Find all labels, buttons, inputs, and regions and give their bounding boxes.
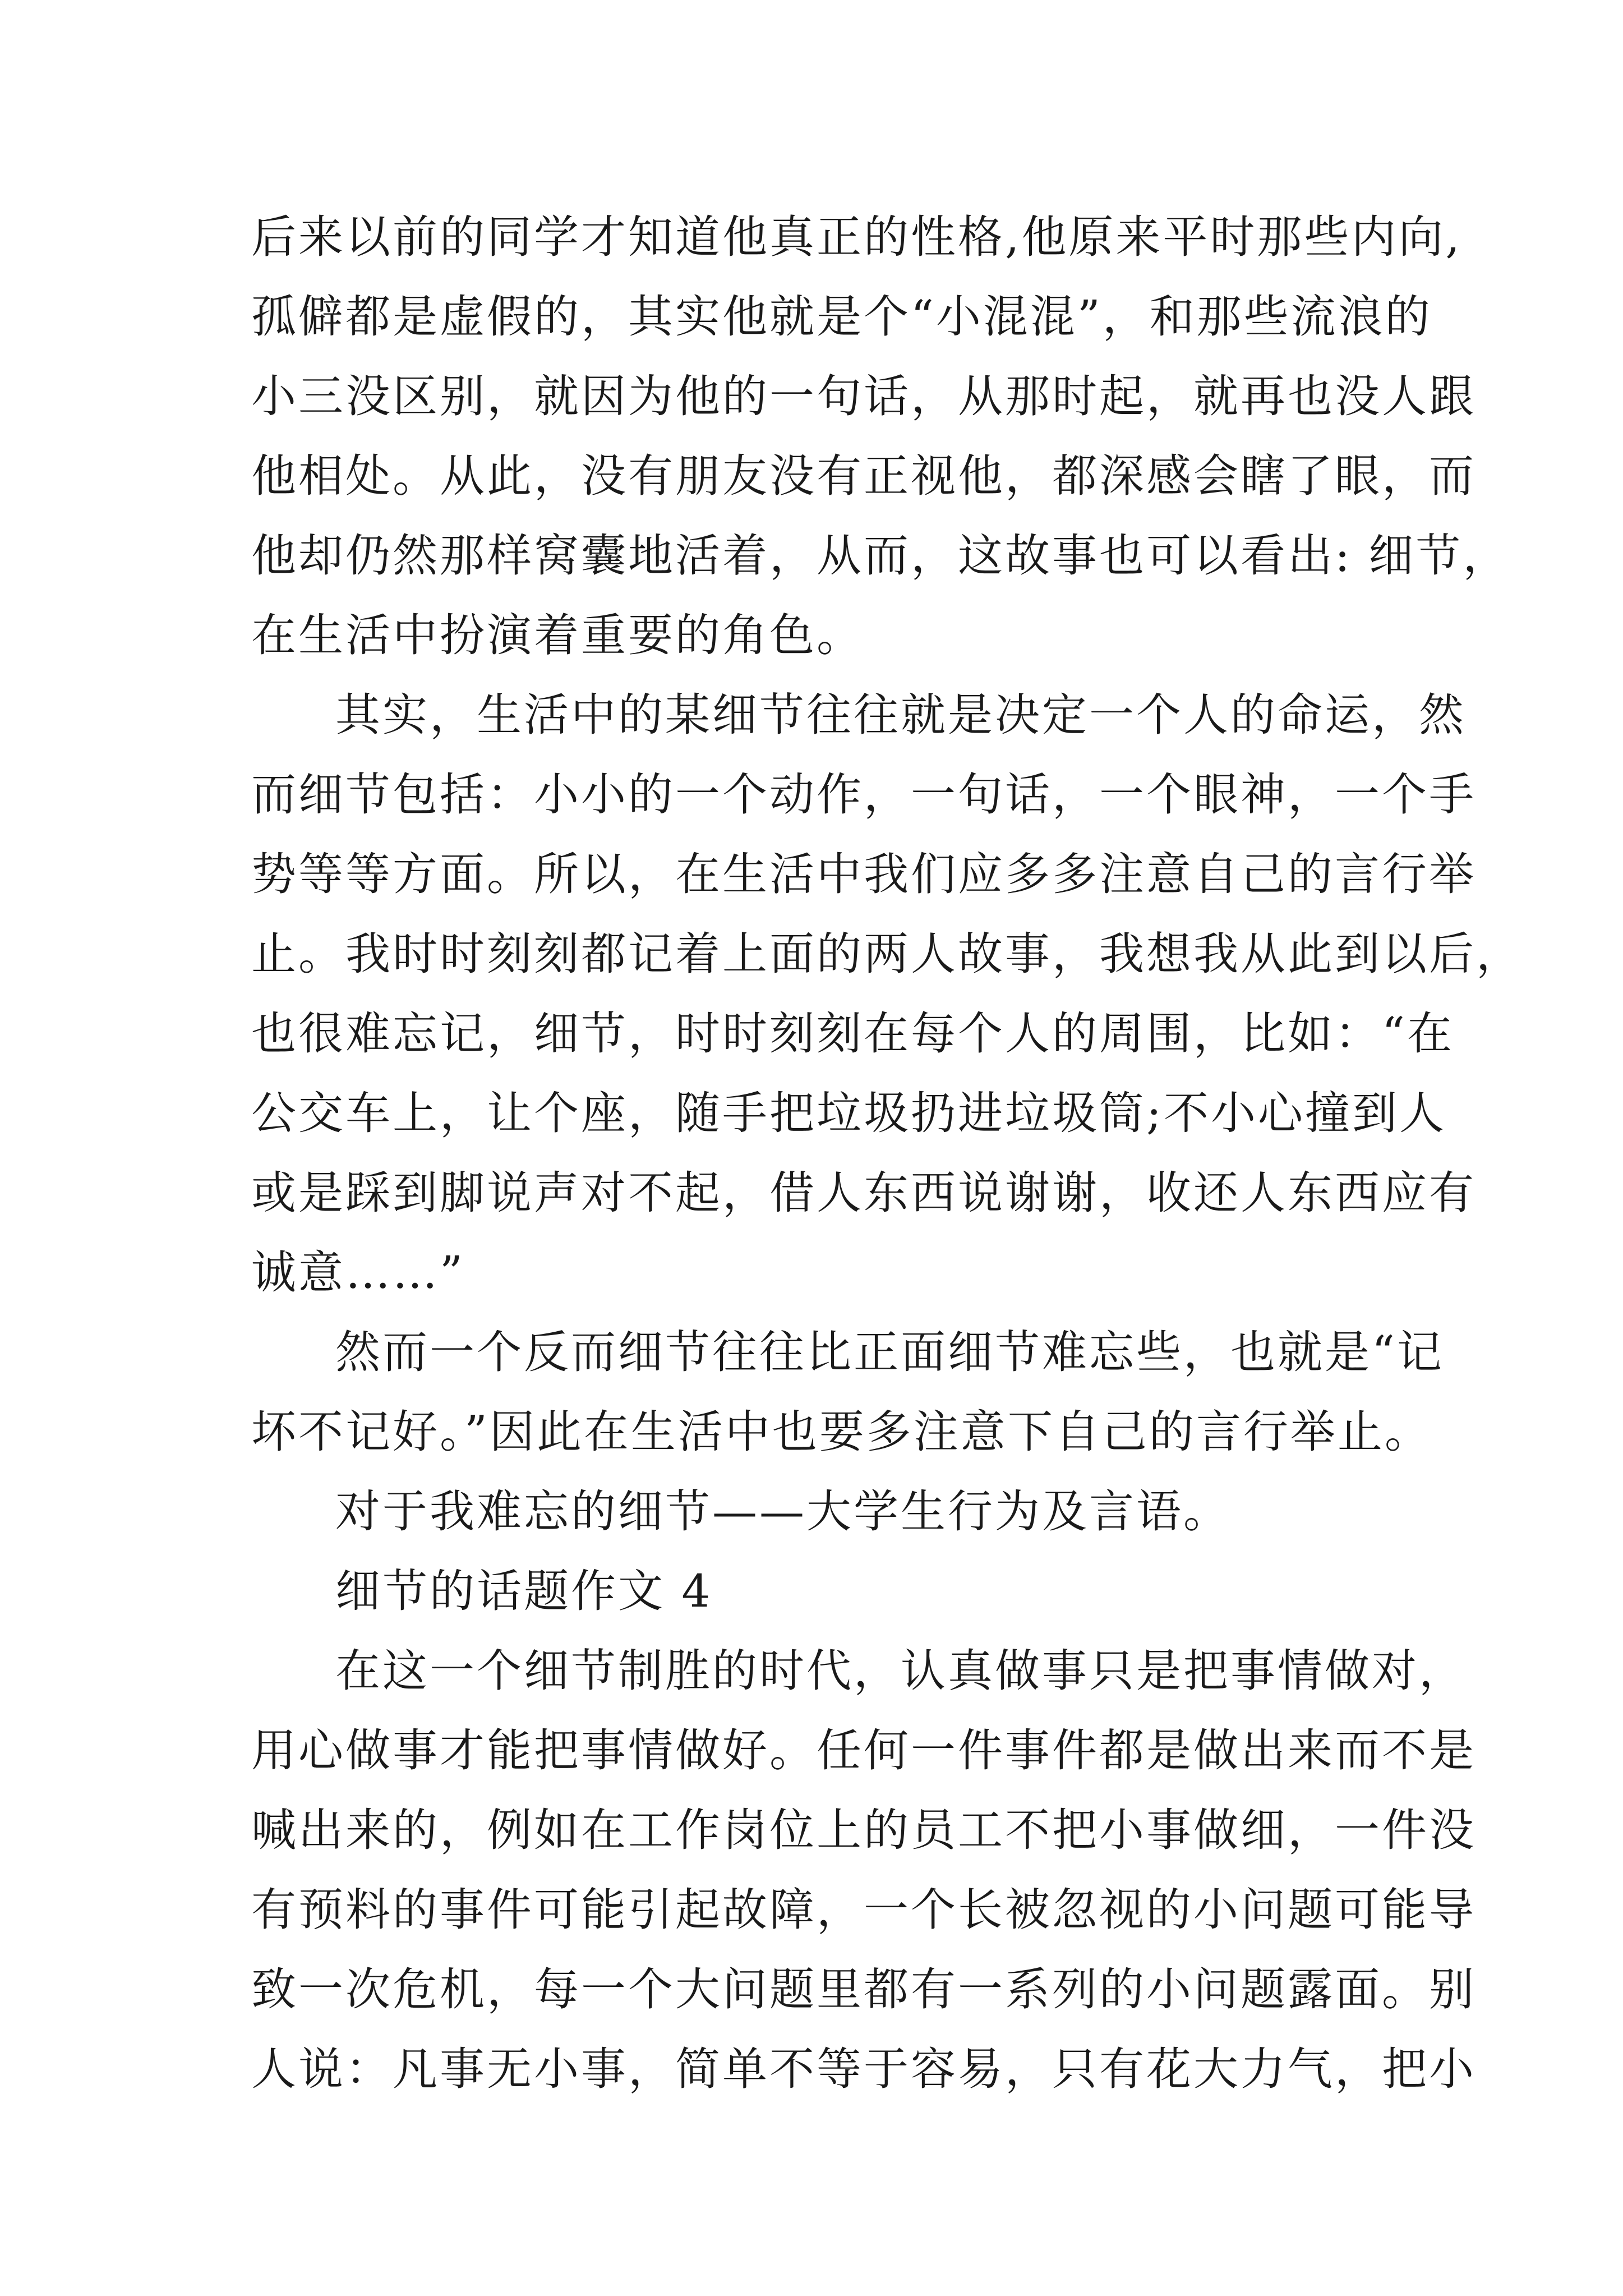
paragraph <box>251 1631 1476 2109</box>
text-line: 在生活中扮演着重要的角色。 <box>251 609 864 661</box>
paragraph <box>251 675 1523 1313</box>
text-line: 孤僻都是虚假的，其实他就是个“小混混”，和那些流浪的 <box>251 291 1432 343</box>
text-line: 其实，生活中的某细节往往就是决定一个人的命运，然 <box>335 689 1466 741</box>
text-line: 也很难忘记，细节，时时刻刻在每个人的周围，比如：“在 <box>251 1007 1454 1060</box>
paragraph <box>251 1472 1446 1552</box>
paragraph <box>251 1552 1446 1631</box>
text-line: 坏不记好。”因此在生活中也要多注意下自己的言行举止。 <box>251 1406 1432 1458</box>
text-line: 公交车上，让个座，随手把垃圾扔进垃圾筒;不小心撞到人 <box>251 1087 1446 1139</box>
text-line: 而细节包括：小小的一个动作，一句话，一个眼神，一个手 <box>251 769 1476 821</box>
text-line: 势等等方面。所以，在生活中我们应多多注意自己的言行举 <box>251 848 1476 900</box>
paragraph <box>251 197 1510 675</box>
text-line: 诚意……” <box>251 1246 465 1299</box>
text-line: 有预料的事件可能引起故障，一个长被忽视的小问题可能导 <box>251 1884 1476 1936</box>
text-line: 人说：凡事无小事，简单不等于容易，只有花大力气，把小 <box>251 2043 1476 2095</box>
text-line: 对于我难忘的细节——大学生行为及言语。 <box>335 1485 1230 1538</box>
text-line: 他相处。从此，没有朋友没有正视他，都深感会瞎了眼，而 <box>251 450 1476 502</box>
body-text <box>251 197 1523 2109</box>
text-line: 小三没区别，就因为他的一句话，从那时起，就再也没人跟 <box>251 370 1476 422</box>
text-line: 后来以前的同学才知道他真正的性格,他原来平时那些内向, <box>251 211 1462 263</box>
paragraph <box>251 1313 1446 1472</box>
text-line: 或是踩到脚说声对不起，借人东西说谢谢，收还人东西应有 <box>251 1167 1476 1219</box>
text-line: 喊出来的，例如在工作岗位上的员工不把小事做细，一件没 <box>251 1804 1476 1856</box>
text-line: 用心做事才能把事情做好。任何一件事件都是做出来而不是 <box>251 1724 1476 1777</box>
text-line: 他却仍然那样窝囊地活着，从而，这故事也可以看出: 细节， <box>251 530 1510 582</box>
text-line: 细节的话题作文 4 <box>335 1565 713 1617</box>
text-line: 致一次危机，每一个大问题里都有一系列的小问题露面。别 <box>251 1963 1476 2016</box>
text-line: 止。我时时刻刻都记着上面的两人故事，我想我从此到以后， <box>251 928 1523 980</box>
text-line: 在这一个细节制胜的时代，认真做事只是把事情做对， <box>335 1645 1466 1697</box>
text-line: 然而一个反而细节往往比正面细节难忘些，也就是“记 <box>335 1326 1444 1378</box>
